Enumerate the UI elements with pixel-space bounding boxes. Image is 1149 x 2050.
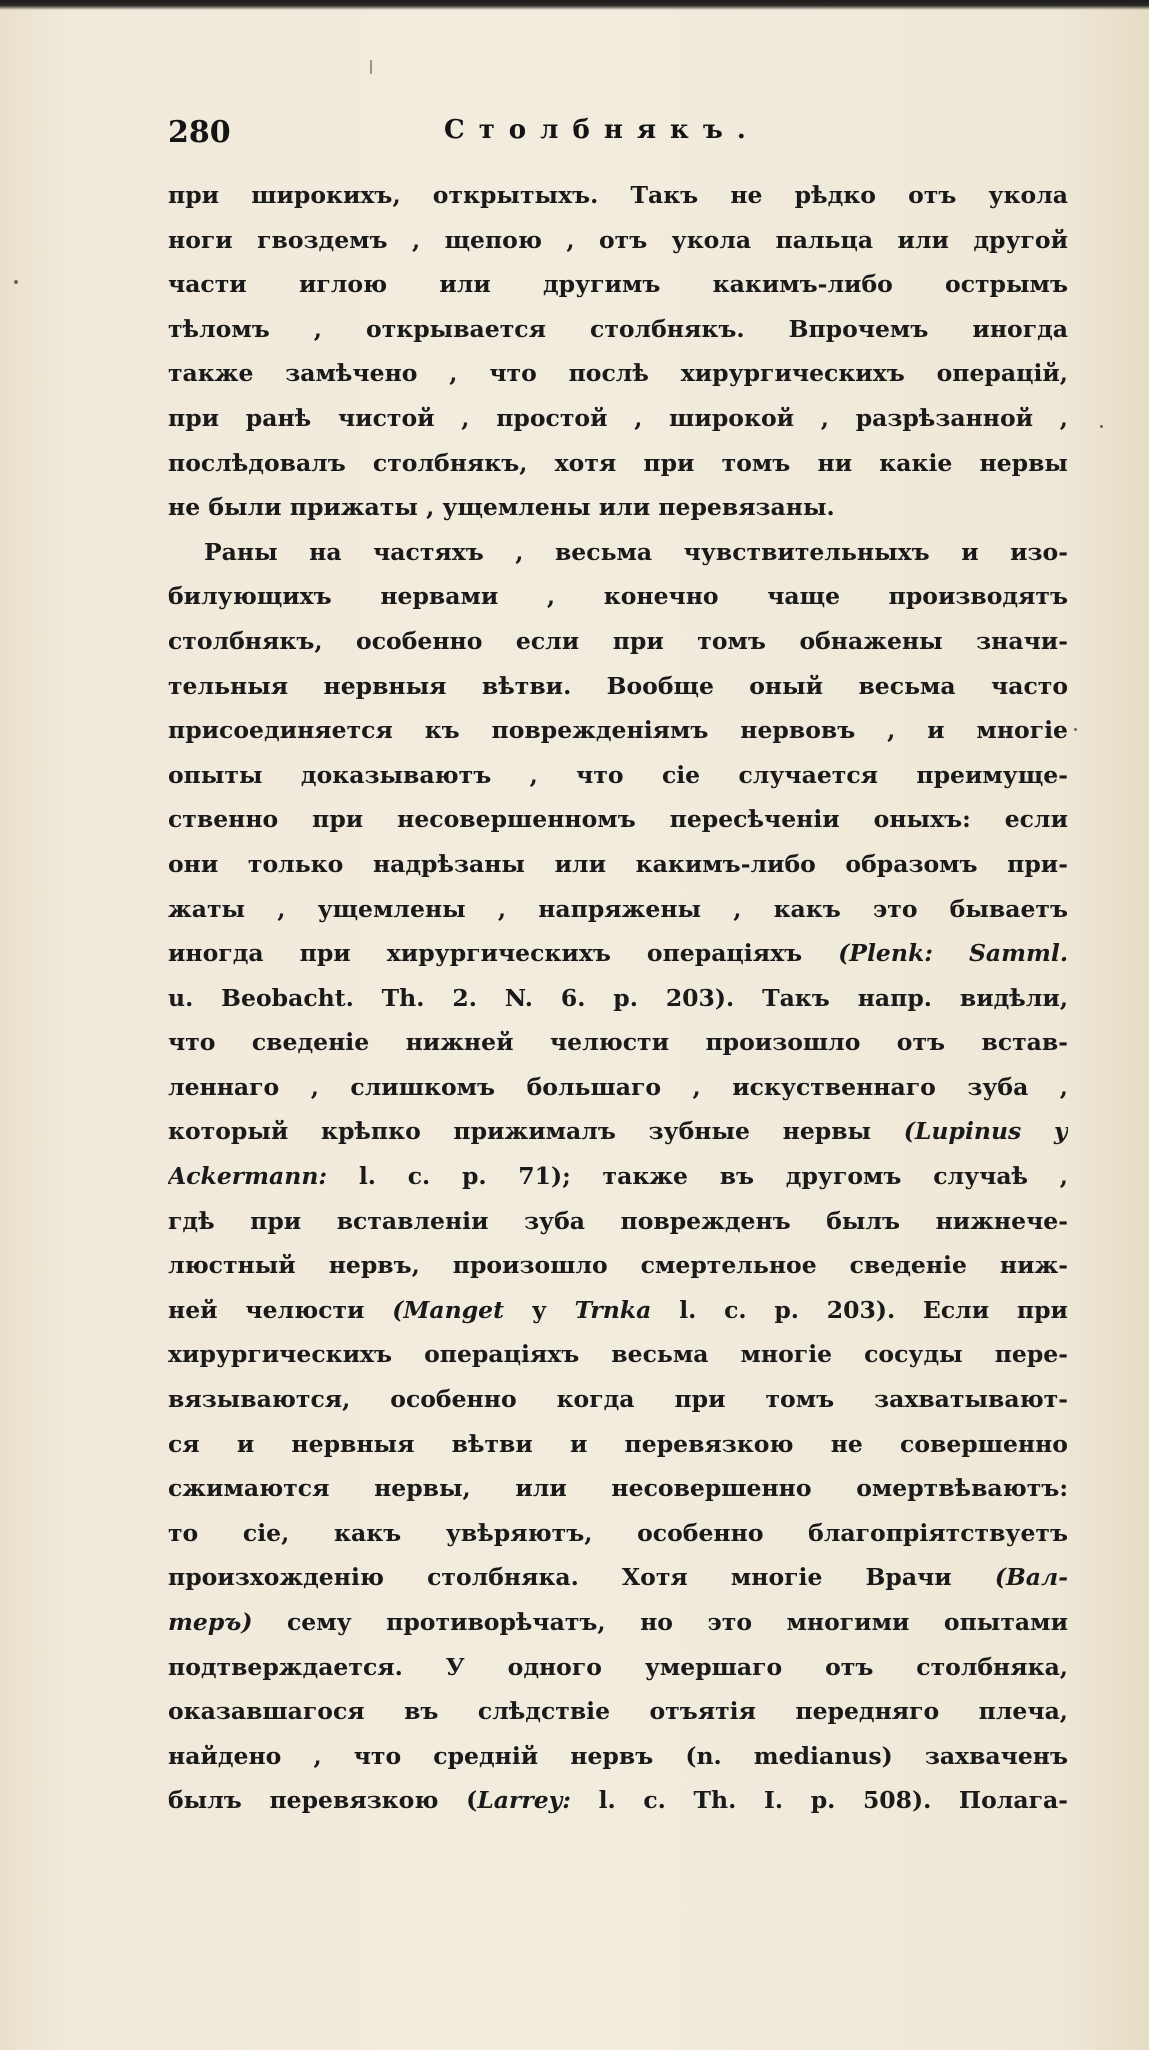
text-line: послѣдовалъ столбнякъ, хотя при томъ ни какіе нервы <box>168 448 1068 477</box>
text-line: тѣломъ , открывается столбнякъ. Впрочемъ иногда <box>168 314 1068 343</box>
text-line: опыты доказываютъ , что сіе случается преимуще- <box>168 760 1068 789</box>
text-line: присоединяется къ поврежденіямъ нервовъ , и многіе <box>168 716 1068 745</box>
paper-speck <box>1074 728 1077 731</box>
text-segment: сему противорѣчатъ, но это многими опытами <box>286 1608 1068 1636</box>
text-segment: l. c. p. 203). Если при <box>679 1295 1068 1324</box>
citation: (Вал- <box>994 1563 1068 1592</box>
citation: (Manget <box>392 1295 504 1324</box>
text-line: леннаго , слишкомъ большаго , искуственнаго зуба , <box>168 1072 1068 1101</box>
text-segment: былъ перевязкою ( <box>168 1786 478 1815</box>
text-line: столбнякъ, особенно если при томъ обнажены значи- <box>168 626 1068 655</box>
citation: (Lupinus у <box>903 1117 1068 1146</box>
text-line: при широкихъ, открытыхъ. Такъ не рѣдко отъ укола <box>168 181 1068 209</box>
text-line: жаты , ущемлены , напряжены , какъ это бываетъ <box>168 894 1068 923</box>
text-segment: ней челюсти <box>168 1295 365 1324</box>
text-line <box>168 1600 1068 1645</box>
text-line: подтверждается. У одного умершаго отъ столбняка, <box>168 1652 1068 1681</box>
running-head: Столбнякъ. <box>444 115 760 145</box>
citation: Trnka <box>574 1295 652 1324</box>
text-segment: у <box>531 1295 547 1324</box>
text-line: то сіе, какъ увѣряютъ, особенно благопріятствуетъ <box>168 1518 1068 1547</box>
text-line: билующихъ нервами , конечно чаще производятъ <box>168 582 1068 611</box>
text-line: ственно при несовершенномъ пересѣченіи оныхъ: если <box>168 805 1068 834</box>
text-line: части иглою или другимъ какимъ-либо острымъ <box>168 270 1068 299</box>
text-segment: который крѣпко прижималъ зубные нервы <box>168 1117 872 1146</box>
text-line <box>168 1778 1068 1823</box>
paper-speck <box>370 60 372 74</box>
text-line: сжимаются нервы, или несовершенно омертвѣваютъ: <box>168 1474 1068 1503</box>
text-line <box>168 1109 1068 1154</box>
page-header <box>168 115 1068 165</box>
text-line: тельныя нервныя вѣтви. Вообще оный весьма часто <box>168 671 1068 700</box>
text-line: они только надрѣзаны или какимъ-либо образомъ при- <box>168 849 1068 878</box>
body-text <box>168 173 1068 1823</box>
text-line: не были прижаты , ущемлены или перевязаны. <box>168 493 835 522</box>
text-line: что сведеніе нижней челюсти произошло отъ встав- <box>168 1028 1068 1057</box>
text-line: ся и нервныя вѣтви и перевязкою не совершенно <box>168 1429 1068 1458</box>
text-line: гдѣ при вставленіи зуба поврежденъ былъ нижнече- <box>168 1206 1068 1235</box>
text-line: люстный нервъ, произошло смертельное сведеніе ниж- <box>168 1251 1068 1280</box>
text-line: при ранѣ чистой , простой , широкой , разрѣзанной , <box>168 403 1068 432</box>
text-line: u. Beobacht. Th. 2. N. 6. p. 203). Такъ напр. видѣли, <box>168 983 1068 1012</box>
text-line: хирургическихъ операціяхъ весьма многіе сосуды пере- <box>168 1340 1068 1369</box>
page-top-edge <box>0 0 1149 10</box>
page-number: 280 <box>168 115 231 150</box>
citation: (Plenk: Samml. <box>838 939 1068 968</box>
text-line <box>168 931 1068 976</box>
paper-speck <box>14 280 18 284</box>
text-line: найдено , что средній нервъ (n. medianus) захваченъ <box>168 1741 1068 1770</box>
text-line <box>168 1288 1068 1333</box>
text-segment: произхожденію столбняка. Хотя многіе Врачи <box>168 1563 952 1592</box>
text-line: вязываются, особенно когда при томъ захватывают- <box>168 1385 1068 1414</box>
text-line: оказавшагося въ слѣдствіе отъятія передняго плеча, <box>168 1697 1068 1726</box>
text-line: Раны на частяхъ , весьма чувствительныхъ и изо- <box>204 537 1068 566</box>
text-line <box>168 1154 1068 1199</box>
citation: Larrey: <box>477 1786 571 1815</box>
text-segment: l. c. p. 71); также въ другомъ случаѣ , <box>358 1162 1068 1191</box>
citation: теръ) <box>168 1608 253 1636</box>
text-line: ноги гвоздемъ , щепою , отъ укола пальца или другой <box>168 225 1068 254</box>
text-line: также замѣчено , что послѣ хирургическихъ операцій, <box>168 359 1068 388</box>
text-segment: иногда при хирургическихъ операціяхъ <box>168 939 803 968</box>
text-line <box>168 1555 1068 1600</box>
citation: Ackermann: <box>168 1162 328 1191</box>
paper-speck <box>1100 425 1103 428</box>
text-segment: l. c. Th. I. p. 508). Полага- <box>598 1786 1068 1815</box>
